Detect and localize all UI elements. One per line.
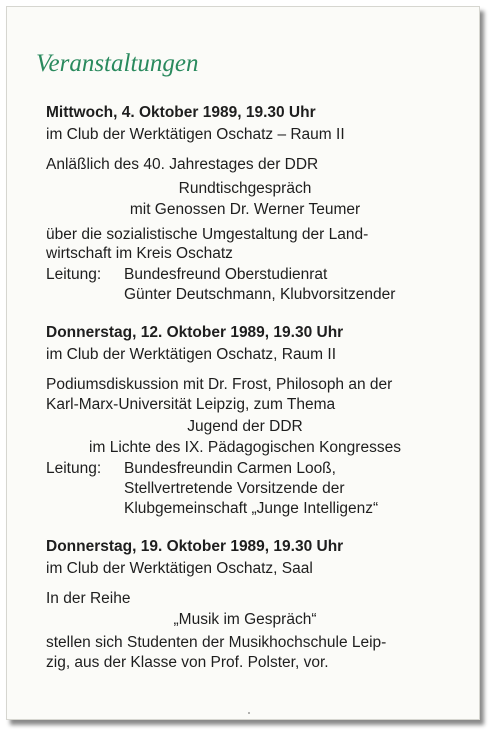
event-1-lead-label: Leitung: [46,266,102,283]
event-2-topic-line-2: im Lichte des IX. Pädagogischen Kongresses [89,439,401,456]
event-1-topic-line-1: Rundtischgespräch [178,180,312,197]
page-title: Veranstaltungen [36,50,199,77]
event-1-body-line-2: wirtschaft im Kreis Oschatz [46,245,233,262]
event-2-topic-line-1: Jugend der DDR [187,418,303,435]
event-1-date: Mittwoch, 4. Oktober 1989, 19.30 Uhr [46,104,316,121]
event-1-lead-line-1: Bundesfreund Oberstudienrat [124,266,328,283]
event-1-lead-line-2: Günter Deutschmann, Klubvorsitzender [124,286,396,303]
event-3-location: im Club der Werktätigen Oschatz, Saal [46,560,313,577]
event-3-topic: „Musik im Gespräch“ [173,611,317,628]
event-2-location: im Club der Werktätigen Oschatz, Raum II [46,346,337,363]
event-1-topic-line-2: mit Genossen Dr. Werner Teumer [129,201,361,218]
event-2-date: Donnerstag, 12. Oktober 1989, 19.30 Uhr [46,324,344,341]
event-2-lead-line-2: Stellvertretende Vorsitzende der [124,480,345,497]
event-1-location: im Club der Werktätigen Oschatz – Raum II [46,126,345,143]
event-1-intro: Anläßlich des 40. Jahrestages der DDR [46,156,319,173]
event-2-lead-label: Leitung: [46,460,102,477]
event-3-body-line-2: zig, aus der Klasse von Prof. Polster, vor. [46,654,329,671]
event-2-lead-line-1: Bundesfreundin Carmen Looß, [124,460,336,477]
event-3-date: Donnerstag, 19. Oktober 1989, 19.30 Uhr [46,538,344,555]
event-2-intro-line-1: Podiumsdiskussion mit Dr. Frost, Philosoph an der [46,376,393,393]
event-3-body-line-1: stellen sich Studenten der Musikhochschule Leip- [46,634,387,651]
event-2-lead-line-3: Klubgemeinschaft „Junge Intelligenz“ [124,500,379,517]
event-3-intro: In der Reihe [46,590,131,607]
event-2-intro-line-2: Karl-Marx-Universität Leipzig, zum Thema [46,396,336,413]
paper-speck [248,712,250,714]
event-1-body-line-1: über die sozialistische Umgestaltung der Land- [46,226,369,243]
